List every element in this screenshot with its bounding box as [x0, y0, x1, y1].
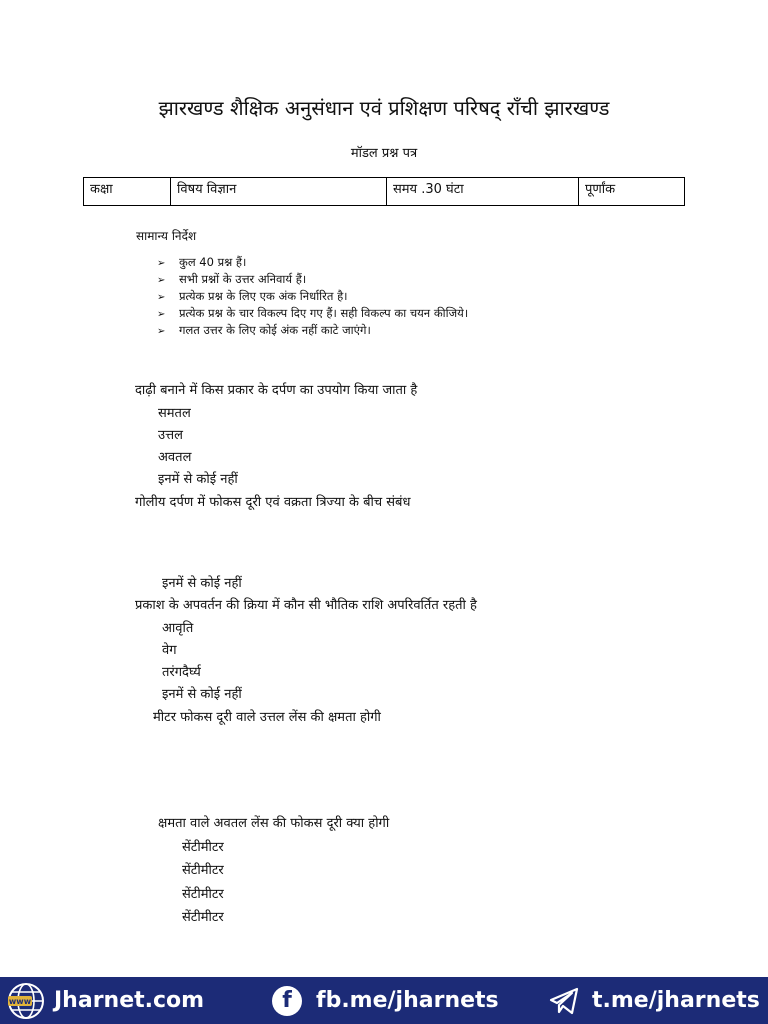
question-5: क्षमता वाले अवतल लेंस की फोकस दूरी क्या होगी: [158, 816, 390, 831]
question-3-option-4: इनमें से कोई नहीं: [162, 687, 242, 702]
footer-banner: [0, 977, 768, 1024]
instruction-text: प्रत्येक प्रश्न के लिए एक अंक निर्धारित है।: [179, 289, 348, 303]
instruction-text: कुल 40 प्रश्न हैं।: [179, 255, 247, 269]
question-1-option-2: उत्तल: [158, 428, 183, 443]
class-cell: कक्षा: [84, 178, 171, 206]
instruction-text: प्रत्येक प्रश्न के चार विकल्प दिए गए हैं। सही विकल्प का चयन कीजिये।: [179, 306, 469, 320]
question-5-option-3: सेंटीमीटर: [182, 887, 224, 902]
question-3-option-1: आवृति: [162, 621, 194, 636]
telegram-label: t.me/jharnets: [592, 988, 760, 1013]
website-label: Jharnet.com: [54, 988, 205, 1013]
question-1: दाढ़ी बनाने में किस प्रकार के दर्पण का उपयोग किया जाता है: [135, 383, 418, 398]
info-table: [83, 177, 685, 206]
full-marks-cell: पूर्णांक: [579, 178, 685, 206]
footer-website[interactable]: [6, 977, 204, 1024]
instruction-text: गलत उत्तर के लिए कोई अंक नहीं काटे जाएंगे।: [179, 323, 371, 337]
arrow-bullet-icon: ➢: [157, 258, 166, 269]
question-3-option-2: वेग: [162, 643, 177, 658]
globe-icon: [6, 981, 46, 1021]
arrow-bullet-icon: ➢: [157, 326, 166, 337]
question-5-option-4: सेंटीमीटर: [182, 910, 224, 925]
question-3-option-3: तरंगदैर्घ्य: [162, 665, 201, 680]
footer-facebook[interactable]: [272, 977, 499, 1024]
instruction-item: [157, 305, 468, 322]
instructions-list: [157, 254, 468, 339]
instruction-item: [157, 288, 468, 305]
subject-cell: विषय विज्ञान: [171, 178, 387, 206]
arrow-bullet-icon: ➢: [157, 292, 166, 303]
question-4: मीटर फोकस दूरी वाले उत्तल लेंस की क्षमता होगी: [153, 710, 381, 725]
time-cell: समय .30 घंटा: [387, 178, 579, 206]
instruction-item: [157, 322, 468, 339]
question-2: गोलीय दर्पण में फोकस दूरी एवं वक्रता त्रिज्या के बीच संबंध: [135, 495, 411, 510]
facebook-icon: f: [272, 986, 302, 1016]
footer-telegram[interactable]: [548, 977, 760, 1024]
arrow-bullet-icon: ➢: [157, 275, 166, 286]
instruction-item: [157, 254, 468, 271]
question-5-option-1: सेंटीमीटर: [182, 840, 224, 855]
question-3: प्रकाश के अपवर्तन की क्रिया में कौन सी भौतिक राशि अपरिवर्तित रहती है: [135, 598, 477, 613]
telegram-icon: [548, 985, 580, 1017]
question-1-option-1: समतल: [158, 406, 191, 421]
instruction-item: [157, 271, 468, 288]
page-subtitle: मॉडल प्रश्न पत्र: [350, 146, 418, 161]
question-5-option-2: सेंटीमीटर: [182, 863, 224, 878]
instruction-text: सभी प्रश्नों के उत्तर अनिवार्य हैं।: [179, 272, 307, 286]
question-1-option-4: इनमें से कोई नहीं: [158, 472, 238, 487]
facebook-label: fb.me/jharnets: [316, 988, 499, 1013]
question-1-option-3: अवतल: [158, 450, 192, 465]
arrow-bullet-icon: ➢: [157, 309, 166, 320]
page-title: झारखण्ड शैक्षिक अनुसंधान एवं प्रशिक्षण परिषद् राँची झारखण्ड: [158, 96, 610, 120]
question-2-option-4: इनमें से कोई नहीं: [162, 576, 242, 591]
instructions-title: सामान्य निर्देश: [136, 229, 197, 243]
www-badge: www: [8, 996, 32, 1006]
